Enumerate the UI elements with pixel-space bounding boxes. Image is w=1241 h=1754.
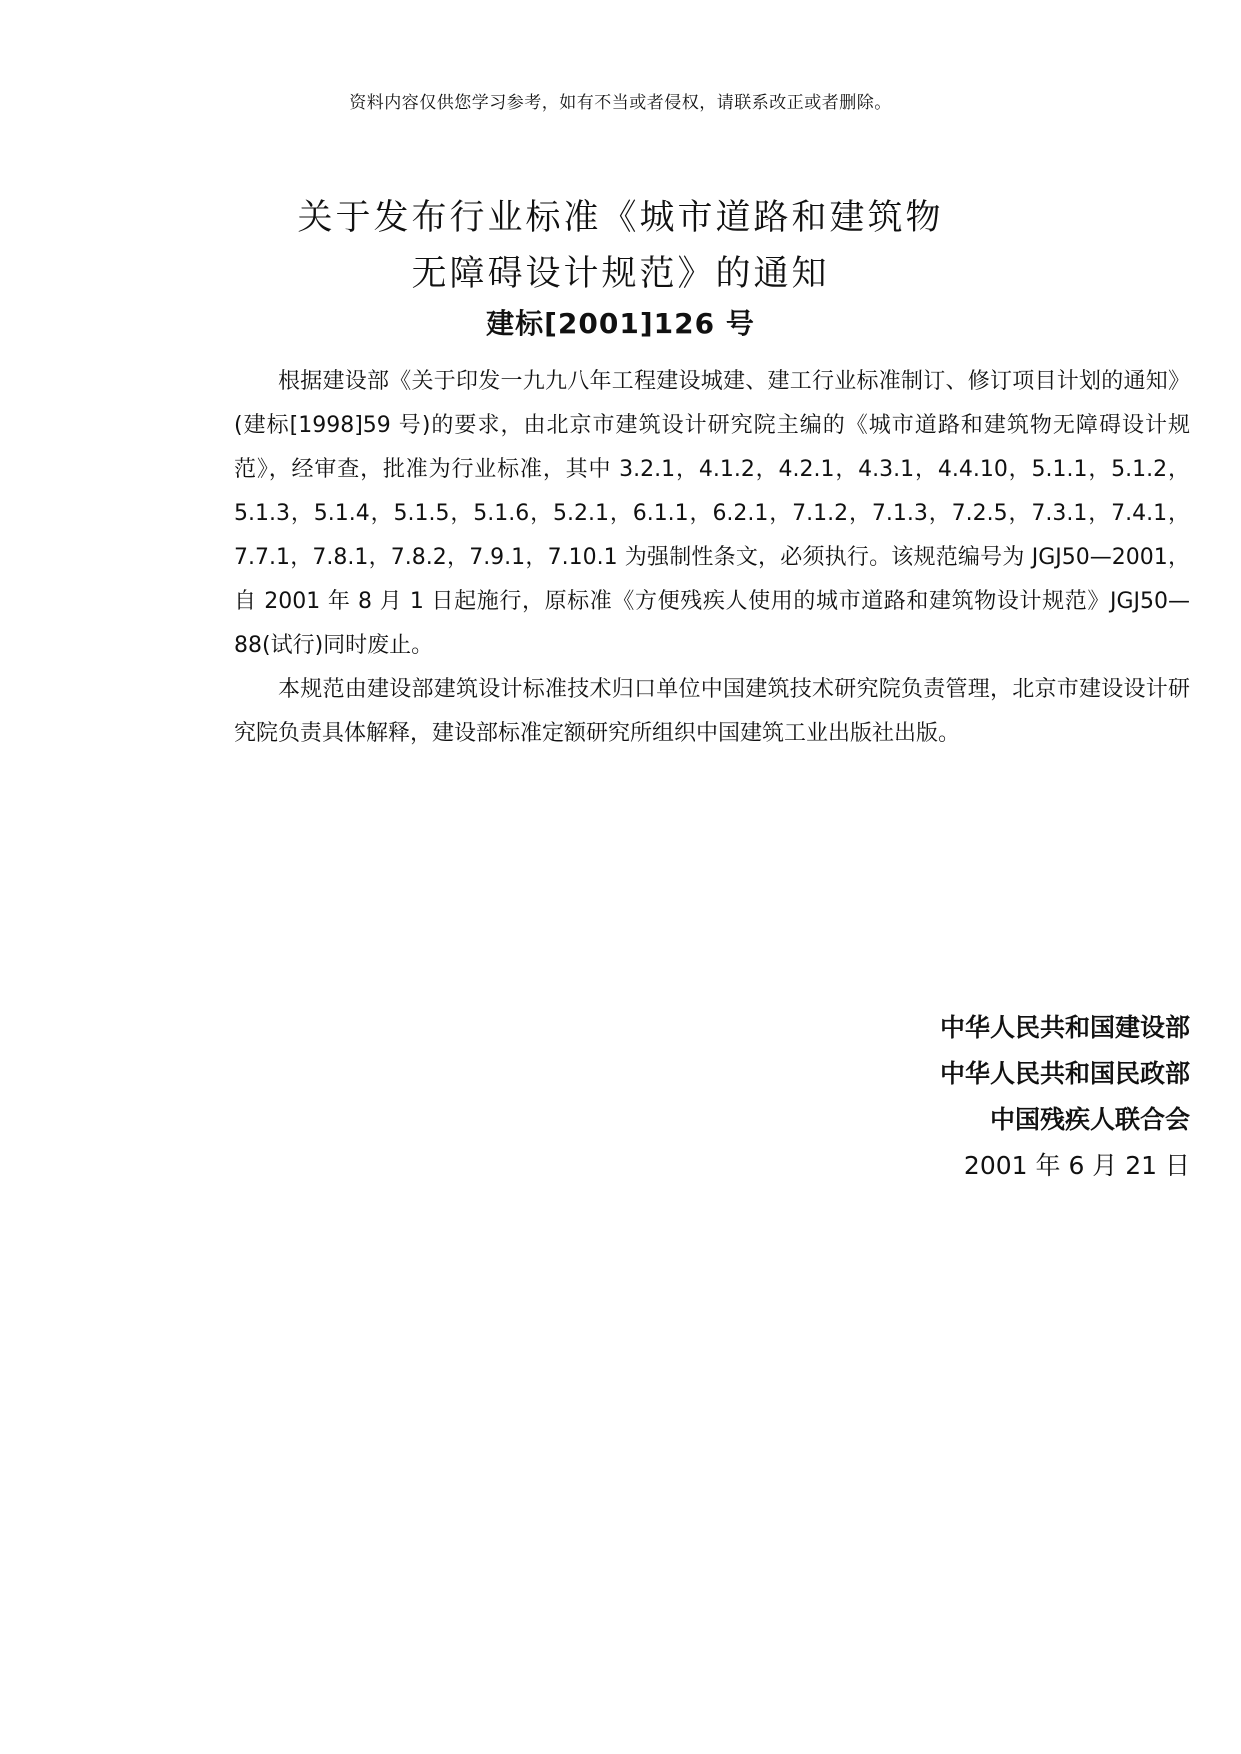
issuer-ministry-civil-affairs: 中华人民共和国民政部 [939, 1059, 1190, 1088]
notice-title-line-2: 无障碍设计规范》的通知 [411, 254, 830, 294]
signature-block [880, 1005, 1190, 1189]
issuer-disabled-federation: 中国残疾人联合会 [989, 1105, 1190, 1134]
body-paragraph-1: 根据建设部《关于印发一九九八年工程建设城建、建工行业标准制订、修订项目计划的通知》(建标[1998]59 号)的要求，由北京市建筑设计研究院主编的《城市道路和建筑物无障碍设计规范》，经审查，批准为行业标准，其中 3.2.1，4.1.2，4.2.1，4.3.1，4.4.10，5.1.1，5.1.2，5.1.3，5.1.4，5.1.5，5.1.6，5.2.1，6.1.1，6.2.1，7.1.2，7.1.3，7.2.5，7.3.1，7.4.1，7.7.1，7.8.1，7.8.2，7.9.1，7.10.1 为强制性条文，必须执行。该规范编号为 JGJ50—2001，自 2001 年 8 月 1 日起施行，原标准《方便残疾人使用的城市道路和建筑物设计规范》JGJ50—88(试行)同时废止。 [234, 369, 1190, 658]
notice-title-line-1: 关于发布行业标准《城市道路和建筑物 [297, 198, 944, 238]
notice-title [0, 190, 1241, 302]
issuer-ministry-construction: 中华人民共和国建设部 [939, 1013, 1190, 1042]
document-number: 建标[2001]126 号 [486, 307, 755, 340]
issue-date: 2001 年 6 月 21 日 [963, 1151, 1190, 1180]
body-paragraph-2: 本规范由建设部建筑设计标准技术归口单位中国建筑技术研究院负责管理，北京市建设设计研究院负责具体解释，建设部标准定额研究所组织中国建筑工业出版社出版。 [234, 677, 1190, 746]
disclaimer-note: 资料内容仅供您学习参考，如有不当或者侵权，请联系改正或者删除。 [349, 93, 892, 113]
notice-body [234, 360, 1190, 756]
